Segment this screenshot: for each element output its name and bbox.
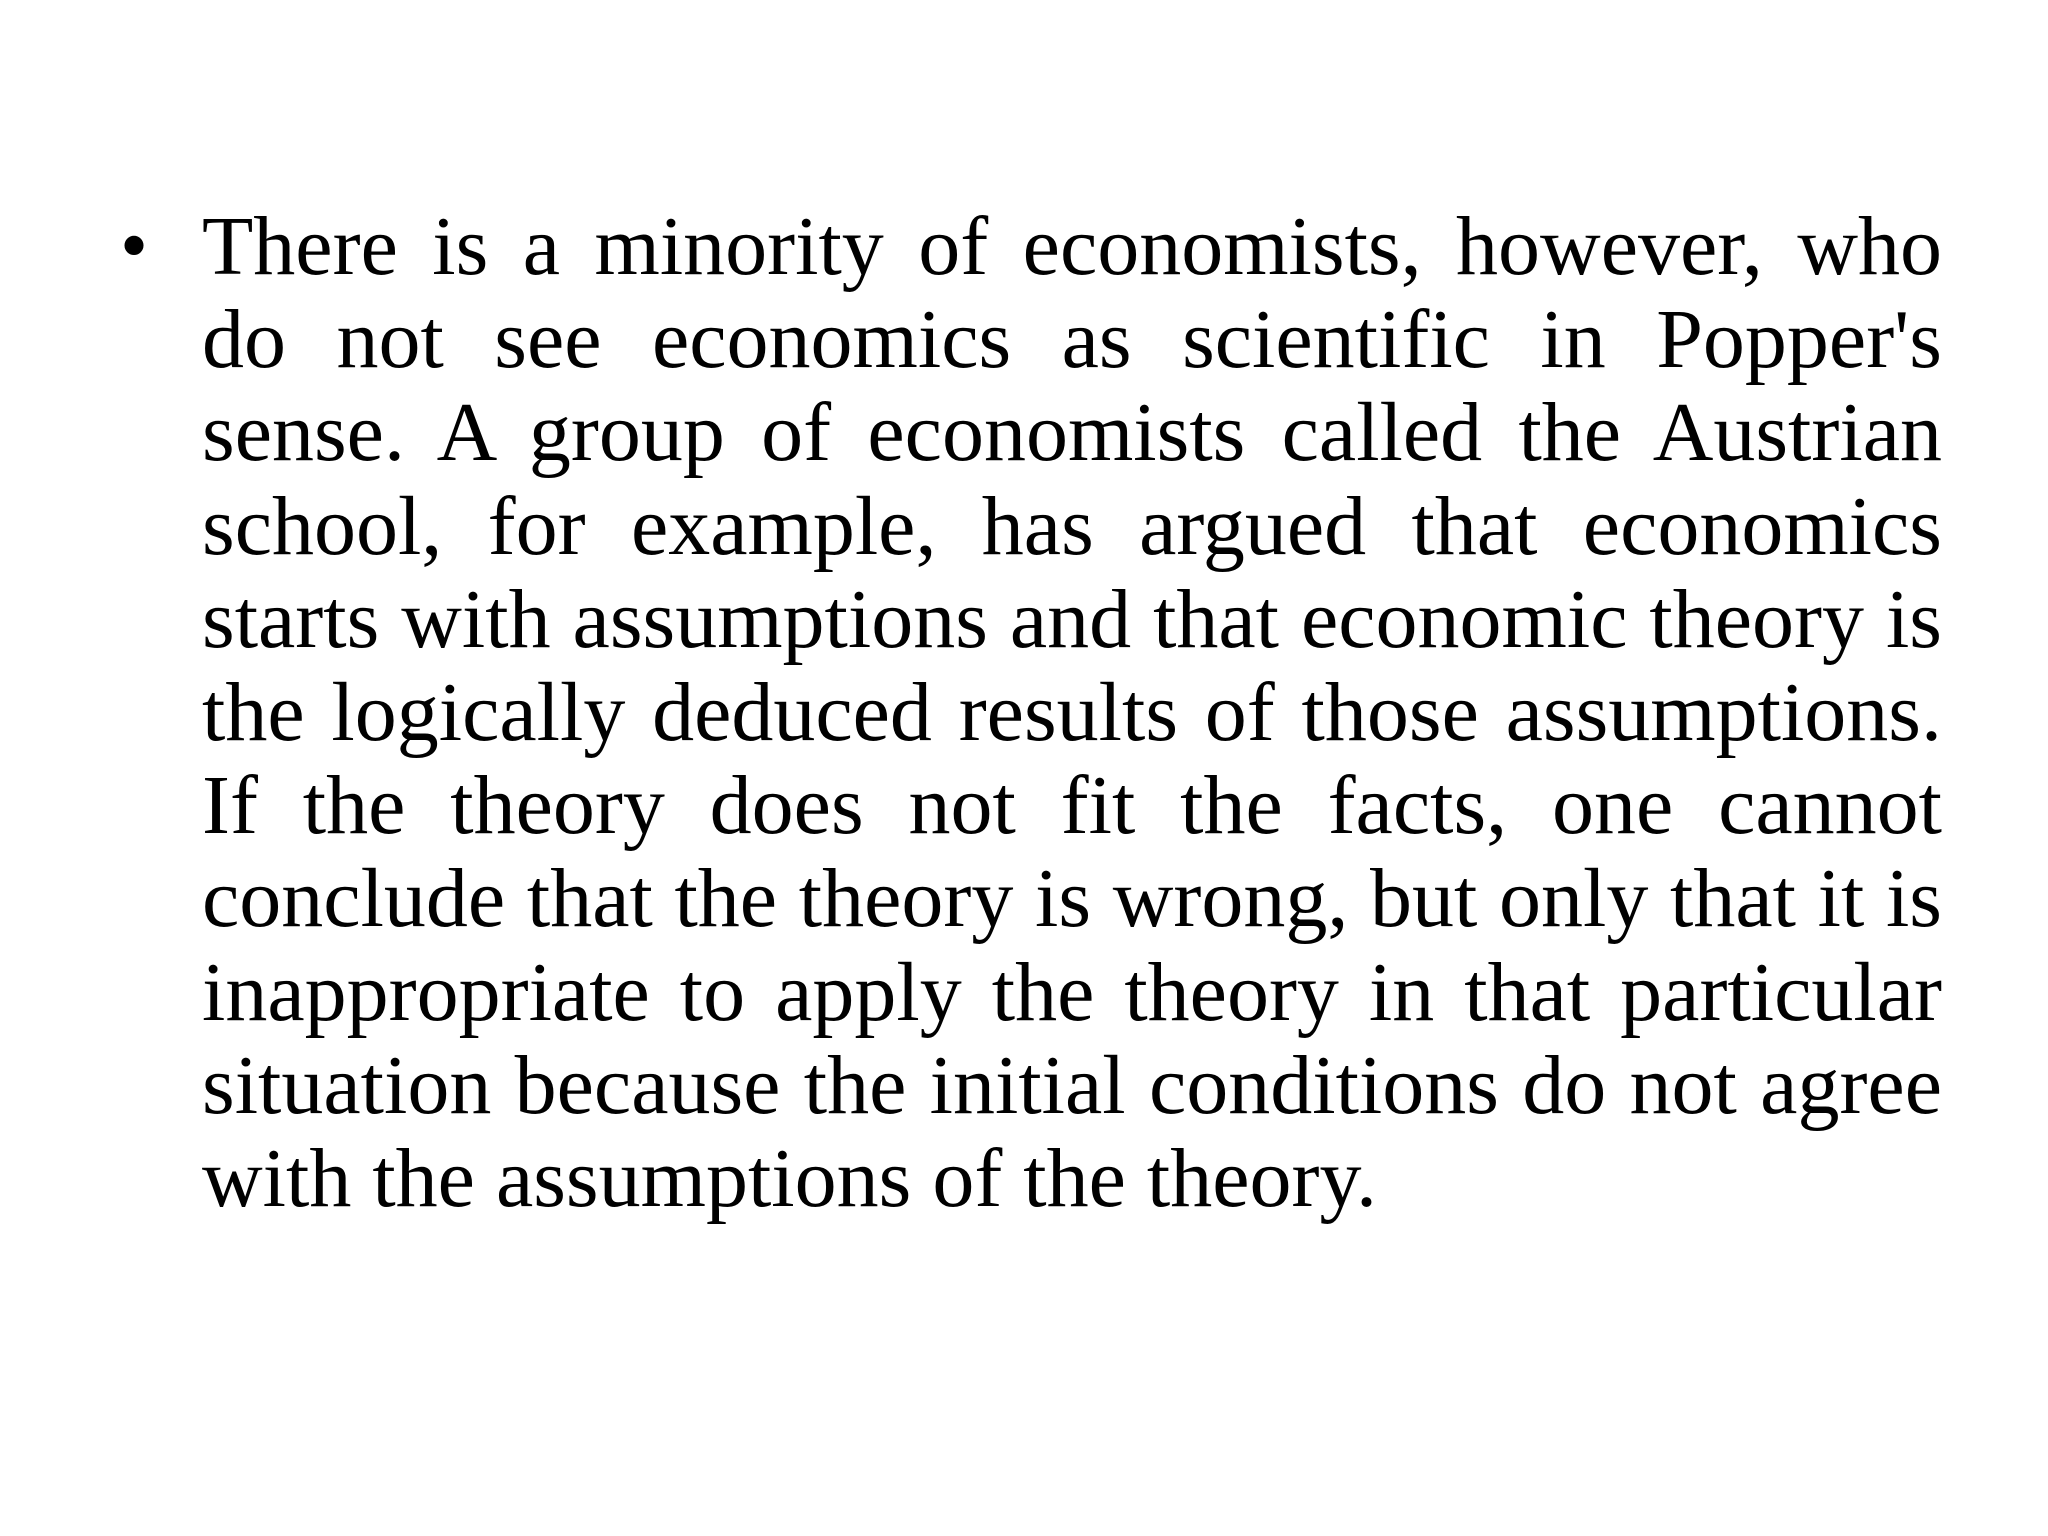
- bullet-text: There is a minority of economists, however, who do not see economics as scientific in Popper's sense. A group of economists called the Austrian school, for example, has argued that economics starts with assumptions and that economic theory is the logically deduced results of those assumptions. If the theory does not fit the facts, one cannot conclude that the theory is wrong, but only that it is inappropriate to apply the theory in that particular situation because the initial conditions do not agree with the assumptions of the theory.: [202, 200, 1942, 1226]
- bullet-item: [120, 200, 1940, 1225]
- bullet-list: [120, 200, 1940, 1225]
- bullet-marker: •: [120, 202, 149, 290]
